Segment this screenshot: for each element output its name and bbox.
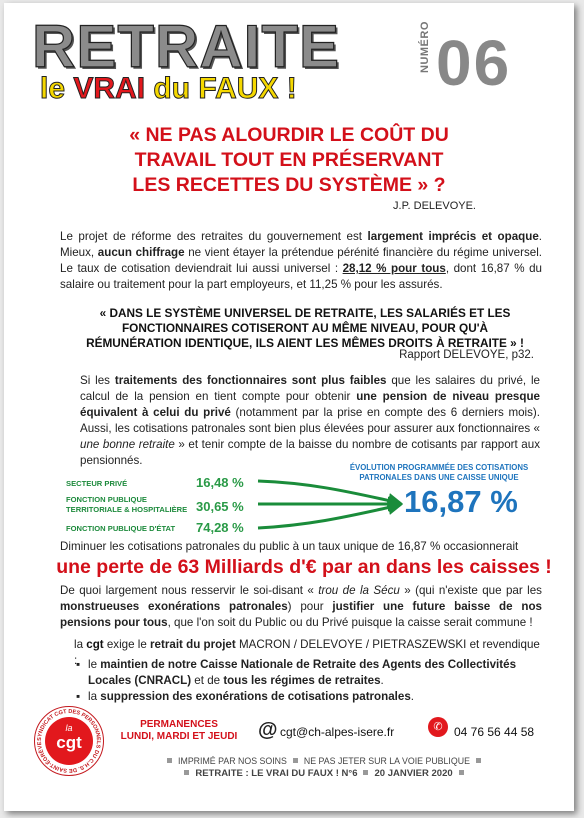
contact-email[interactable]: cgt@ch-alpes-isere.fr	[280, 725, 395, 739]
title-author: J.P. DELEVOYE.	[393, 200, 476, 212]
reduction-sentence: Diminuer les cotisations patronales du public à un taux unique de 16,87 % occasionnerait	[60, 540, 519, 553]
contact-phone[interactable]: 04 76 56 44 58	[454, 725, 535, 739]
rate-value-territorial: 30,65 %	[196, 499, 244, 514]
office-hours: PERMANENCES LUNDI, MARDI ET JEUDI	[120, 719, 238, 742]
rate-label-private: SECTEUR PRIVÉ	[66, 479, 128, 488]
delevoye-quote: « DANS LE SYSTÈME UNIVERSEL DE RETRAITE, LES SALARIÉS ET LES FONCTIONNAIRES COTISERONT AU MÊME NIVEAU, POUR QU'À RÉMUNÉRATION IDENTIQUE, ILS AIENT LES MÊMES DROITS À RETRAITE » !	[86, 306, 524, 350]
arrow-state	[258, 505, 400, 528]
document-page	[4, 3, 574, 811]
civil-servants-paragraph: Si les traitements des fonctionnaires sont plus faibles que les salaires du privé, le calcul de la pension en tient compte pour obtenir une pension de niveau presque équivalent à celui du privé (notamment par la prise en compte des 6 derniers mois). Aussi, les cotisations patronales sont bien plus élevées pour assurer aux fonctionnaires « une bonne retraite » et tenir compte de la baisse du nombre de cotisants par rapport aux pensionnés.	[80, 374, 541, 467]
loss-headline: une perte de 63 Milliards d'€ par an dans les caisses !	[56, 556, 552, 578]
brand-title: RETRAITE	[32, 13, 340, 80]
badge-center: la cgt	[45, 717, 93, 765]
brand-subtitle: le VRAI du FAUX !	[40, 72, 297, 105]
demand-item-cnracl: ▪ le maintien de notre Caisse Nationale de Retraite des Agents des Collectivités Locales (CNRACL) et de tous les régimes de retraites.	[76, 658, 517, 687]
svg-text:SYNDICAT CGT DES PERSONNELS DU: SYNDICAT CGT DES PERSONNELS DU C.H.S. DE SAINT-ÉGRÈVE	[36, 708, 102, 774]
unique-rate: 16,87 %	[404, 484, 518, 519]
issue-footer: RETRAITE : LE VRAI DU FAUX ! N°6 20 JANVIER 2020	[104, 768, 544, 779]
rate-label-state: FONCTION PUBLIQUE D'ÉTAT	[66, 524, 176, 533]
cgt-demands-intro: la cgt exige le retrait du projet MACRON / DELEVOYE / PIETRASZEWSKI et revendique :	[74, 638, 540, 667]
issue-number: 06	[436, 27, 512, 99]
rate-value-private: 16,48 %	[196, 475, 244, 490]
at-icon: @	[258, 719, 278, 741]
demand-item-exemptions: ▪ la suppression des exonérations de cotisations patronales.	[76, 690, 415, 703]
arrow-private	[258, 481, 400, 503]
rate-value-state: 74,28 %	[196, 520, 244, 535]
consequence-paragraph: De quoi largement nous resservir le soi-disant « trou de la Sécu » (qui n'existe que par les monstrueuses exonérations patronales) pour justifier une future baisse de nos pensions pour tous, que l'on soit du Public ou du Privé puisque la caisse serait commune !	[60, 584, 542, 629]
rate-label-territorial: FONCTION PUBLIQUE TERRITORIALE & HOSPITALIÈRE	[66, 495, 188, 514]
print-notice: IMPRIMÉ PAR NOS SOINS NE PAS JETER SUR LA VOIE PUBLIQUE	[104, 756, 544, 766]
quote-source: Rapport DELEVOYE, p32.	[399, 349, 534, 361]
cgt-logo-badge	[34, 706, 104, 776]
issue-label: NUMÉRO	[419, 21, 431, 73]
page-title: « NE PAS ALOURDIR LE COÛT DU TRAVAIL TOUT EN PRÉSERVANT LES RECETTES DU SYSTÈME » ?	[129, 124, 449, 196]
evolution-caption: ÉVOLUTION PROGRAMMÉE DES COTISATIONS PATRONALES DANS UNE CAISSE UNIQUE	[349, 463, 529, 482]
phone-icon: ✆	[428, 717, 448, 737]
intro-paragraph: Le projet de réforme des retraites du gouvernement est largement imprécis et opaque. Mieux, aucun chiffrage ne vient étayer la prétendue pérénité financière du régime universel. Le taux de cotisation deviendrait lui aussi universel : 28,12 % pour tous, dont 16,87 % du salaire ou traitement pour la part employeurs, et 11,25 % pour les assurés.	[60, 230, 543, 291]
